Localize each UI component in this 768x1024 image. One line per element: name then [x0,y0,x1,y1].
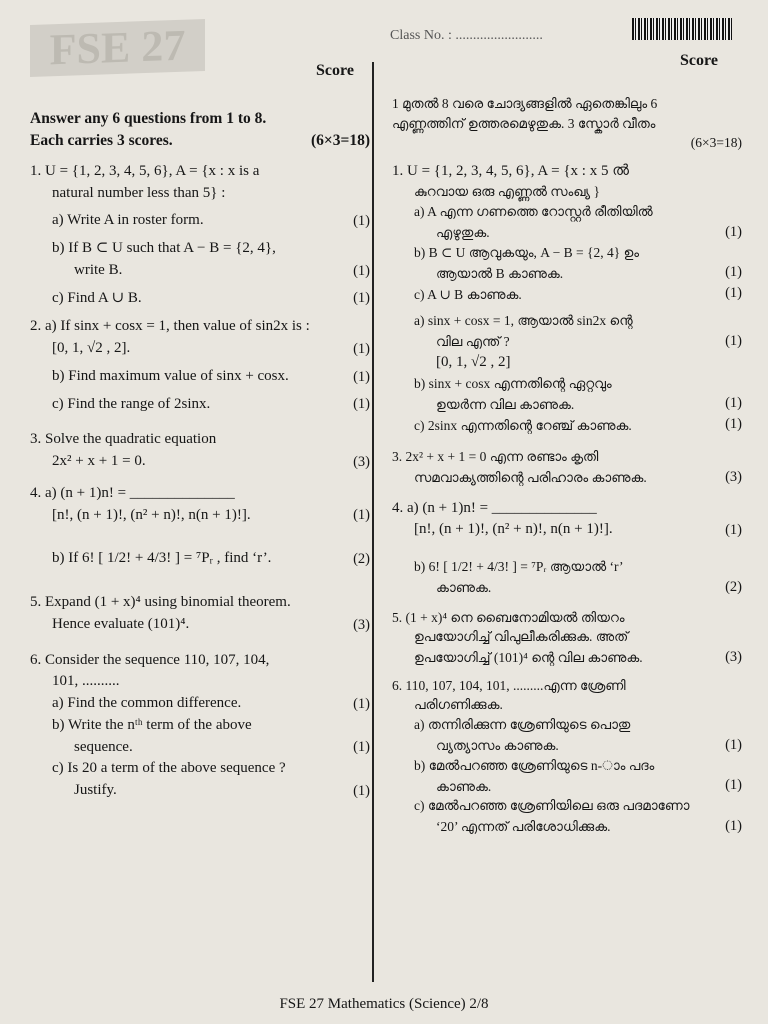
barcode-image [632,18,732,40]
sub-question: c) 2sinx എന്നതിന്റെ റേഞ്ച് കാണുക. [414,417,632,433]
question-stem: 5. Expand (1 + x)⁴ using binomial theorem. [30,594,291,611]
marks: (1) [353,782,370,799]
marks: (1) [725,522,742,539]
question-stem: 3. Solve the quadratic equation [30,431,217,448]
question-stem: ഉപയോഗിച്ച് (101)⁴ ന്റെ വില കാണുക. [414,650,643,666]
marks: (1) [353,739,370,756]
sub-question: എഴുതുക. [436,225,490,241]
sub-question: ‘20’ എന്നത് പരിശോധിക്കുക. [436,819,611,835]
question-6 [30,650,370,802]
marks: (1) [353,396,370,413]
sub-question: [n!, (n + 1)!, (n² + n)!, n(n + 1)!]. [414,521,613,538]
question-4 [392,498,742,598]
marks: (1) [725,395,742,412]
sub-question: b) If 6! [ 1/2! + 4/3! ] = ⁷Pᵣ , find ‘r’. [52,550,272,567]
marks: (1) [353,262,370,279]
question-stem: ഉപയോഗിച്ച് വിപുലീകരിക്കുക. അത് [414,629,629,645]
marks: (3) [725,648,742,665]
marks: (1) [353,368,370,385]
sub-question: c) മേൽപറഞ്ഞ ശ്രേണിയിലെ ഒരു പദമാണോ [414,798,690,814]
sub-question: 4. a) (n + 1)n! = ______________ [30,484,235,501]
marks: (2) [725,578,742,595]
sub-question: വ്യത്യാസം കാണുക. [436,738,559,754]
question-1 [30,161,370,310]
marks: (1) [725,416,742,433]
question-2 [392,311,742,435]
sub-question: 2. a) If sinx + cosx = 1, then value of sin2x is : [30,318,310,335]
sub-question: a) Write A in roster form. [52,212,204,229]
marks: (1) [353,213,370,230]
marks: (1) [725,223,742,240]
sub-question: [0, 1, √2 , 2] [436,353,511,370]
class-no-label: Class No. : ......................... [390,28,543,43]
question-stem: 5. (1 + x)⁴ നെ ബൈനോമിയൽ തിയറം [392,609,625,625]
sub-question: 4. a) (n + 1)n! = ______________ [392,499,597,516]
marks: (1) [725,736,742,753]
instructions [392,94,742,153]
marks: (1) [725,777,742,794]
sub-question: വില എന്ത് ? [436,334,510,350]
instructions [30,108,370,153]
question-6 [392,676,742,837]
marks: (1) [725,285,742,302]
english-column [30,108,370,802]
question-stem: 1. U = {1, 2, 3, 4, 5, 6}, A = {x : x 5 ൽ [392,162,629,179]
question-stem: 101, .......... [52,673,120,690]
question-2 [30,316,370,415]
total-score: (6×3=18) [690,135,742,151]
marks: (1) [353,507,370,524]
question-stem: കുറവായ ഒരു എണ്ണൽ സംഖ്യ } [414,184,600,200]
marks: (1) [725,332,742,349]
marks: (3) [353,453,370,470]
question-4 [30,483,370,570]
marks: (1) [353,340,370,357]
sub-question: c) Find A ∪ B. [52,289,142,306]
malayalam-column [392,94,742,837]
sub-question: കാണുക. [436,778,492,794]
total-score: (6×3=18) [311,132,370,150]
question-stem: 2x² + x + 1 = 0. [52,453,146,470]
sub-question: a) sinx + cosx = 1, ആയാൽ sin2x ന്റെ [414,313,633,329]
sub-question: b) B ⊂ U ആവുകയും, A − B = {2, 4} ഉം [414,244,639,260]
sub-question: c) Is 20 a term of the above sequence ? [52,760,286,777]
question-stem: പരിഗണിക്കുക. [414,697,503,713]
instruction-line: Answer any 6 questions from 1 to 8. [30,110,267,127]
question-5 [30,592,370,636]
sub-question: [n!, (n + 1)!, (n² + n)!, n(n + 1)!]. [52,506,251,523]
sub-question: b) മേൽപറഞ്ഞ ശ്രേണിയുടെ n-ാം പദം [414,757,655,773]
instruction-line: 1 മുതൽ 8 വരെ ചോദ്യങ്ങളിൽ ഏതെങ്കിലും 6 [392,96,658,111]
question-stem: natural number less than 5} : [52,184,226,201]
instruction-line: Each carries 3 scores. [30,132,173,150]
column-divider [372,62,374,982]
marks: (3) [725,468,742,485]
sub-question: sequence. [74,738,133,755]
page-footer: FSE 27 Mathematics (Science) 2/8 [279,996,489,1012]
question-stem: സമവാക്യത്തിന്റെ പരിഹാരം കാണുക. [414,470,647,486]
sub-question: b) Find maximum value of sinx + cosx. [52,367,289,384]
sub-question: കാണുക. [436,580,492,596]
sub-question: b) 6! [ 1/2! + 4/3! ] = ⁷Pᵣ ആയാൽ ‘r’ [414,559,624,575]
sub-question: b) sinx + cosx എന്നതിന്റെ ഏറ്റവും [414,375,612,391]
sub-question: c) Find the range of 2sinx. [52,395,211,412]
question-stem: 1. U = {1, 2, 3, 4, 5, 6}, A = {x : x is a [30,162,260,179]
sub-question: a) തന്നിരിക്കുന്ന ശ്രേണിയുടെ പൊതു [414,717,631,733]
sub-question: a) Find the common difference. [52,695,242,712]
marks: (1) [353,290,370,307]
marks: (1) [725,817,742,834]
sub-question: a) A എന്ന ഗണത്തെ റോസ്റ്റർ രീതിയിൽ [414,204,653,219]
marks: (3) [353,616,370,633]
marks: (1) [725,264,742,281]
sub-question: ഉയർന്ന വില കാണുക. [436,396,575,412]
sub-question: ആയാൽ B കാണുക. [436,265,564,281]
score-header-left: Score [316,62,354,79]
question-1 [392,161,742,304]
sub-question: b) If B ⊂ U such that A − B = {2, 4}, [52,240,276,257]
sub-question: b) Write the nᵗʰ term of the above [52,716,252,733]
sub-question: write B. [74,261,123,278]
question-5 [392,608,742,668]
question-3 [392,447,742,488]
question-stem: 6. Consider the sequence 110, 107, 104, [30,651,270,668]
bleed-through-watermark: FSE 27 [30,19,205,77]
instruction-line: എണ്ണത്തിന് ഉത്തരമെഴുതുക. 3 സ്കോർ വീതം [392,115,656,131]
score-header-right: Score [680,52,718,69]
question-3 [30,429,370,473]
question-stem: 3. 2x² + x + 1 = 0 എന്ന രണ്ടാം കൃതി [392,449,599,465]
marks: (2) [353,551,370,568]
question-stem: 6. 110, 107, 104, 101, .........എന്ന ശ്രേണി [392,677,626,693]
marks: (1) [353,695,370,712]
sub-question: [0, 1, √2 , 2]. [52,340,131,357]
sub-question: c) A ∪ B കാണുക. [414,286,522,302]
question-stem: Hence evaluate (101)⁴. [52,615,190,632]
sub-question: Justify. [74,782,117,799]
